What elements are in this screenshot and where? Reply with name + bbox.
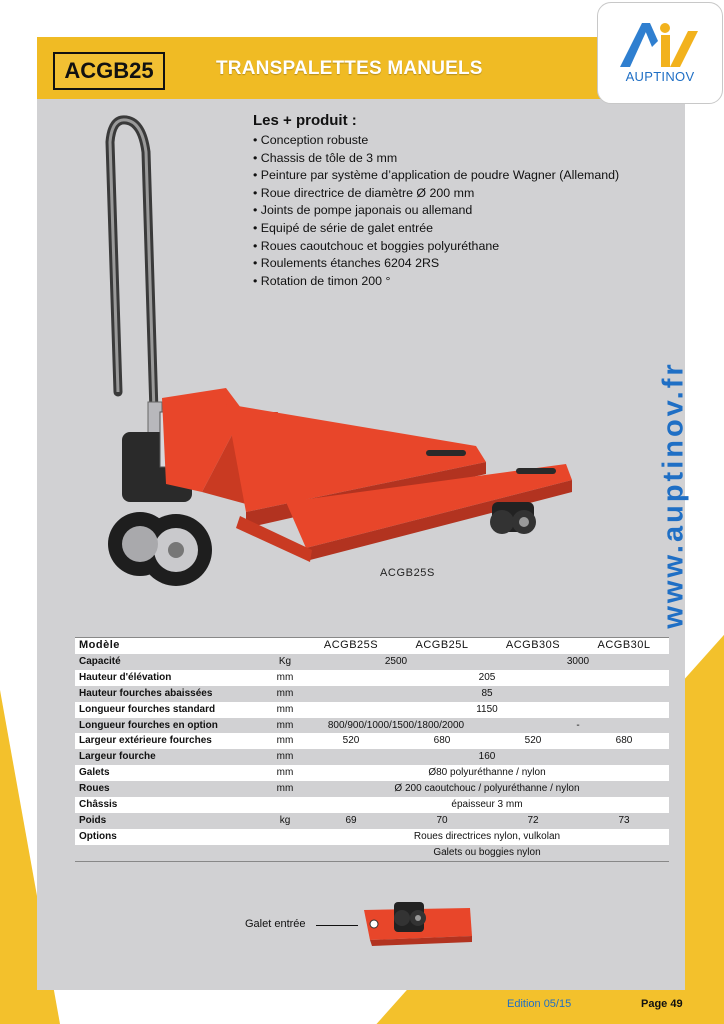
table-cell-unit: mm bbox=[265, 718, 305, 734]
table-row bbox=[75, 686, 669, 702]
table-cell-label: Capacité bbox=[75, 654, 265, 670]
table-cell-value: 3000 bbox=[487, 654, 669, 670]
page-number: Page 49 bbox=[641, 998, 683, 1010]
table-cell-label: Modèle bbox=[75, 638, 265, 654]
table-cell-label: Largeur extérieure fourches bbox=[75, 733, 265, 749]
table-cell-unit bbox=[265, 829, 305, 845]
feature-item: • Roue directrice de diamètre Ø 200 mm bbox=[253, 185, 619, 203]
table-cell-value: 73 bbox=[579, 813, 669, 829]
table-header-model: ACGB25L bbox=[397, 638, 487, 654]
table-cell-value: Ø 200 caoutchouc / polyuréthanne / nylon bbox=[305, 781, 669, 797]
table-row bbox=[75, 670, 669, 686]
table-cell-value: 69 bbox=[305, 813, 397, 829]
table-header-model: ACGB30S bbox=[487, 638, 579, 654]
table-cell-value: 680 bbox=[397, 733, 487, 749]
table-cell-unit: kg bbox=[265, 813, 305, 829]
table-row bbox=[75, 654, 669, 670]
table-header-model: ACGB25S bbox=[305, 638, 397, 654]
table-cell-label: Longueur fourches standard bbox=[75, 702, 265, 718]
table-cell-value: 85 bbox=[305, 686, 669, 702]
table-cell-unit bbox=[265, 638, 305, 654]
model-code-box: ACGB25 bbox=[53, 52, 165, 90]
spec-table bbox=[75, 637, 669, 862]
table-cell-unit: Kg bbox=[265, 654, 305, 670]
feature-item: • Roulements étanches 6204 2RS bbox=[253, 255, 619, 273]
table-row bbox=[75, 733, 669, 749]
table-cell-value: 2500 bbox=[305, 654, 487, 670]
table-cell-label: Poids bbox=[75, 813, 265, 829]
table-cell-value: 1150 bbox=[305, 702, 669, 718]
feature-item: • Equipé de série de galet entrée bbox=[253, 220, 619, 238]
table-cell-label: Largeur fourche bbox=[75, 749, 265, 765]
table-row bbox=[75, 829, 669, 845]
table-cell-value: Ø80 polyuréthanne / nylon bbox=[305, 765, 669, 781]
table-cell-value: 520 bbox=[305, 733, 397, 749]
table-cell-value: 520 bbox=[487, 733, 579, 749]
feature-item: • Chassis de tôle de 3 mm bbox=[253, 150, 619, 168]
table-cell-unit: mm bbox=[265, 749, 305, 765]
table-cell-value: épaisseur 3 mm bbox=[305, 797, 669, 813]
table-cell-value: Roues directrices nylon, vulkolan bbox=[305, 829, 669, 845]
table-cell-label: Hauteur d'élévation bbox=[75, 670, 265, 686]
table-cell-value: 800/900/1000/1500/1800/2000 bbox=[305, 718, 487, 734]
table-cell-value: 680 bbox=[579, 733, 669, 749]
feature-item: • Joints de pompe japonais ou allemand bbox=[253, 202, 619, 220]
features-title: Les + produit : bbox=[253, 112, 357, 129]
table-row bbox=[75, 813, 669, 829]
feature-item: • Roues caoutchouc et boggies polyuréthane bbox=[253, 238, 619, 256]
table-cell-value: 160 bbox=[305, 749, 669, 765]
page-title: TRANSPALETTES MANUELS bbox=[216, 58, 483, 79]
table-row bbox=[75, 845, 669, 861]
pallet-truck-image bbox=[96, 112, 586, 602]
product-caption: ACGB25S bbox=[380, 567, 435, 579]
galet-label: Galet entrée bbox=[245, 918, 306, 930]
table-row bbox=[75, 638, 669, 654]
footer-edition: Edition 05/15 bbox=[507, 998, 572, 1010]
table-cell-unit: mm bbox=[265, 702, 305, 718]
feature-item: • Peinture par système d’application de poudre Wagner (Allemand) bbox=[253, 167, 619, 185]
table-cell-unit: mm bbox=[265, 733, 305, 749]
galet-leader-line bbox=[316, 925, 358, 926]
side-url: www.auptinov.fr bbox=[657, 361, 690, 629]
table-cell-unit: mm bbox=[265, 686, 305, 702]
entry-roller-image bbox=[360, 900, 476, 946]
table-cell-unit: mm bbox=[265, 765, 305, 781]
table-cell-label: Châssis bbox=[75, 797, 265, 813]
table-header-model: ACGB30L bbox=[579, 638, 669, 654]
brand-name: AUPTINOV bbox=[625, 69, 695, 84]
table-cell-value: - bbox=[487, 718, 669, 734]
table-cell-label: Galets bbox=[75, 765, 265, 781]
table-cell-label: Options bbox=[75, 829, 265, 845]
brand-logo bbox=[597, 2, 723, 104]
table-cell-label: Roues bbox=[75, 781, 265, 797]
table-row bbox=[75, 781, 669, 797]
table-row bbox=[75, 749, 669, 765]
table-cell-label: Longueur fourches en option bbox=[75, 718, 265, 734]
table-row bbox=[75, 718, 669, 734]
feature-item: • Rotation de timon 200 ° bbox=[253, 273, 619, 291]
table-cell-label: Hauteur fourches abaissées bbox=[75, 686, 265, 702]
table-row bbox=[75, 765, 669, 781]
table-cell-unit: mm bbox=[265, 670, 305, 686]
table-cell-value: 72 bbox=[487, 813, 579, 829]
table-cell-value: 205 bbox=[305, 670, 669, 686]
table-cell-unit bbox=[265, 845, 305, 861]
table-row bbox=[75, 702, 669, 718]
table-cell-value: Galets ou boggies nylon bbox=[305, 845, 669, 861]
table-cell-label bbox=[75, 845, 265, 861]
table-cell-unit bbox=[265, 797, 305, 813]
table-row bbox=[75, 797, 669, 813]
table-cell-unit: mm bbox=[265, 781, 305, 797]
table-cell-value: 70 bbox=[397, 813, 487, 829]
feature-item: • Conception robuste bbox=[253, 132, 619, 150]
auptinov-logo-icon bbox=[598, 3, 722, 69]
